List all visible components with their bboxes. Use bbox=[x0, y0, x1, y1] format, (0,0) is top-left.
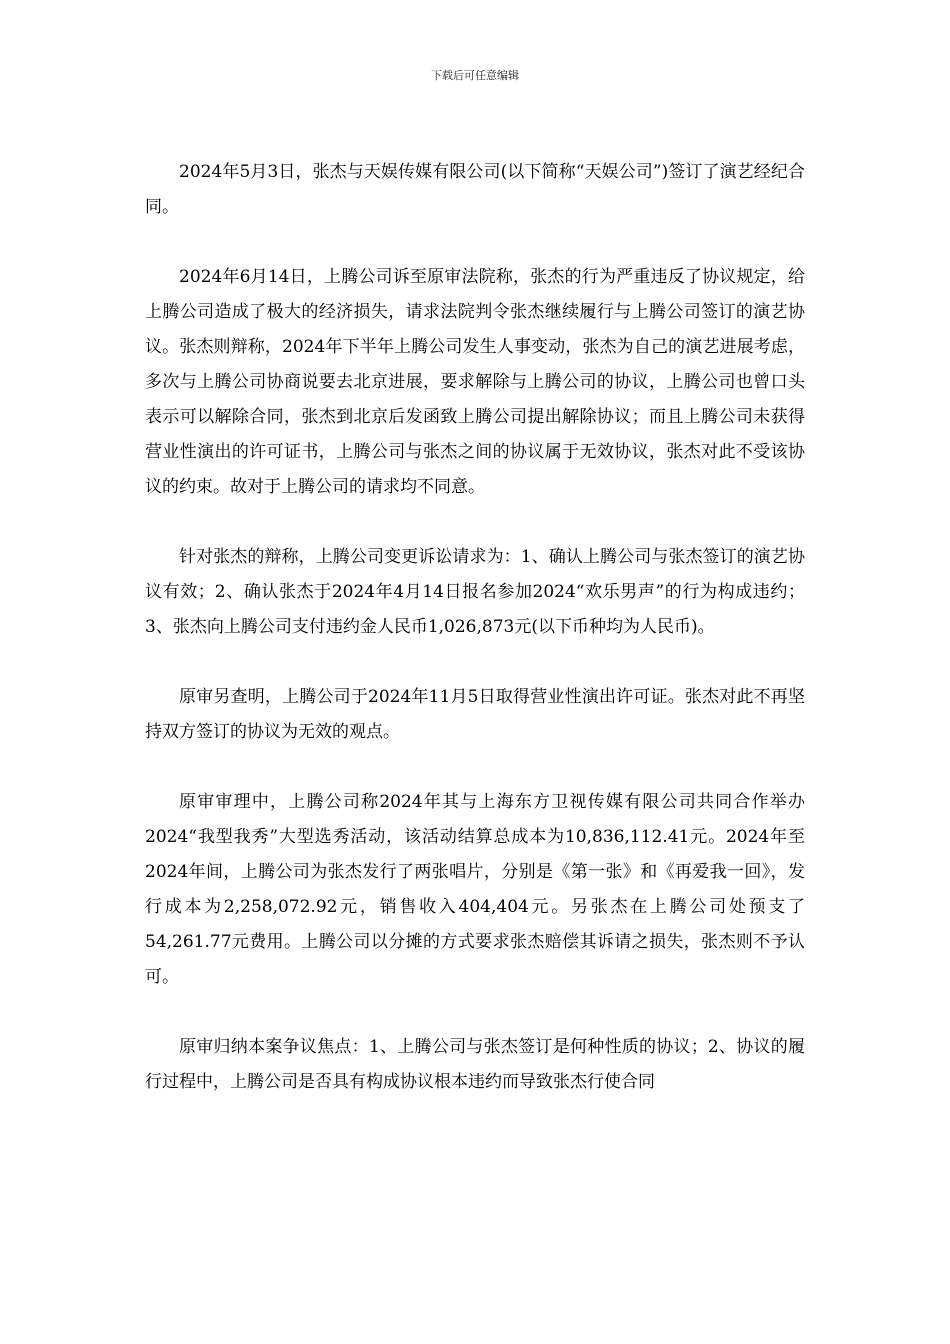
paragraph-4: 原审另查明，上腾公司于2024年11月5日取得营业性演出许可证。张杰对此不再坚持双方签订的协议为无效的观点。 bbox=[145, 687, 805, 742]
paragraph-3: 针对张杰的辩称，上腾公司变更诉讼请求为：1、确认上腾公司与张杰签订的演艺协议有效；2、确认张杰于2024年4月14日报名参加2024“欢乐男声”的行为构成违约；3、张杰向上腾公司支付违约金人民币1,026,873元(以下币种均为人民币)。 bbox=[145, 547, 805, 637]
paragraph-6: 原审归纳本案争议焦点：1、上腾公司与张杰签订是何种性质的协议；2、协议的履行过程中，上腾公司是否具有构成协议根本违约而导致张杰行使合同 bbox=[145, 1037, 805, 1092]
paragraph-5: 原审审理中，上腾公司称2024年其与上海东方卫视传媒有限公司共同合作举办2024“我型我秀”大型选秀活动，该活动结算总成本为10,836,112.41元。2024年至2024年间，上腾公司为张杰发行了两张唱片，分别是《第一张》和《再爱我一回》，发行成本为2,258,072.92元，销售收入404,404元。另张杰在上腾公司处预支了54,261.77元费用。上腾公司以分摊的方式要求张杰赔偿其诉请之损失，张杰则不予认可。 bbox=[145, 792, 805, 987]
page-header: 下载后可任意编辑 bbox=[431, 69, 519, 82]
paragraph-2: 2024年6月14日，上腾公司诉至原审法院称，张杰的行为严重违反了协议规定，给上腾公司造成了极大的经济损失，请求法院判令张杰继续履行与上腾公司签订的演艺协议。张杰则辩称，2024年下半年上腾公司发生人事变动，张杰为自己的演艺进展考虑，多次与上腾公司协商说要去北京进展，要求解除与上腾公司的协议，上腾公司也曾口头表示可以解除合同，张杰到北京后发函致上腾公司提出解除协议；而且上腾公司未获得营业性演出的许可证书，上腾公司与张杰之间的协议属于无效协议，张杰对此不受该协议的约束。故对于上腾公司的请求均不同意。 bbox=[145, 267, 805, 497]
paragraph-1: 2024年5月3日，张杰与天娱传媒有限公司(以下简称“天娱公司”)签订了演艺经纪合同。 bbox=[145, 162, 805, 217]
document-body bbox=[145, 155, 805, 1135]
